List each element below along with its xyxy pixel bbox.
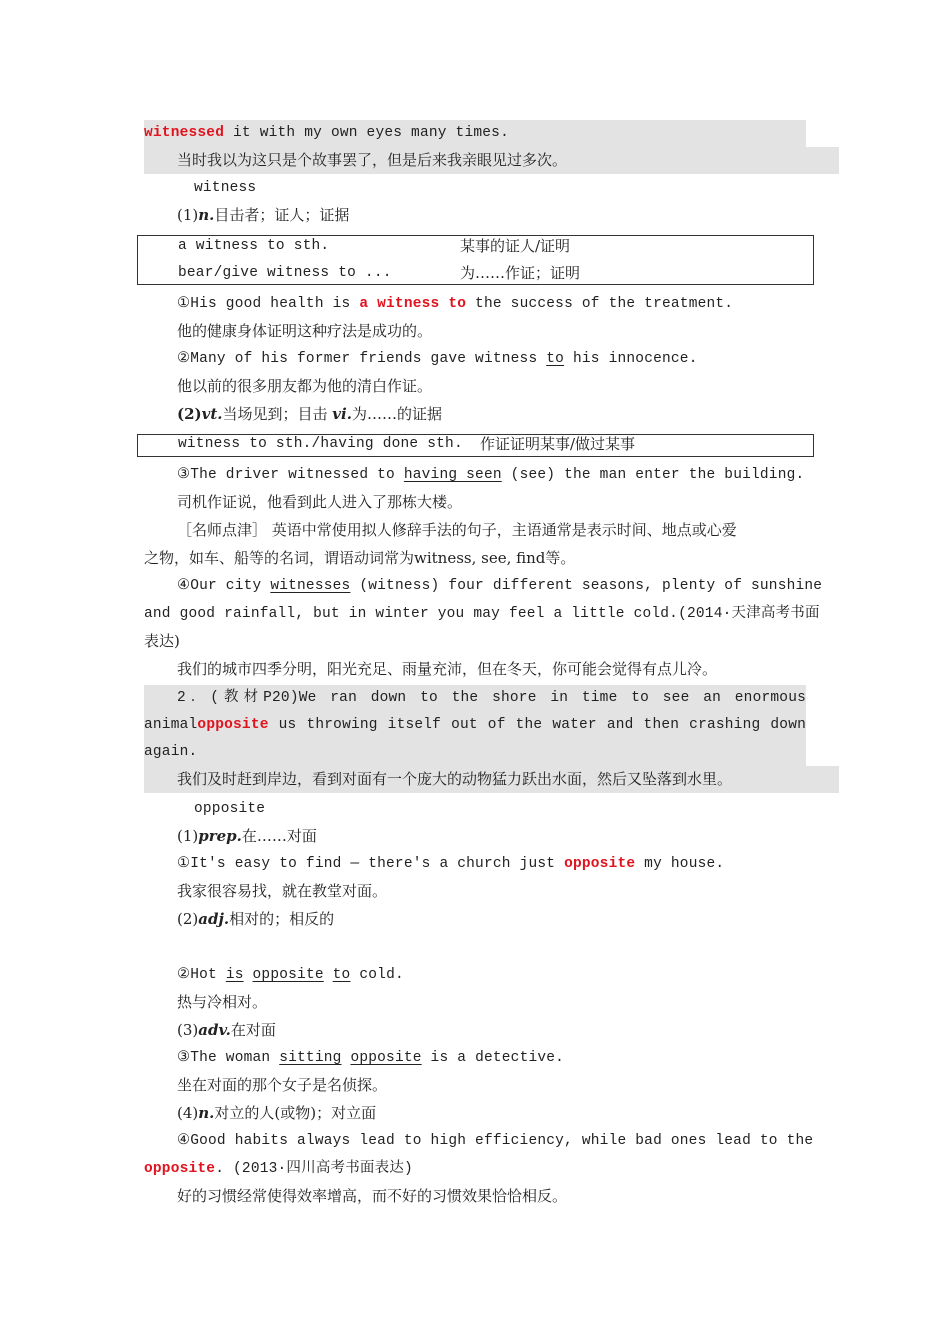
phrase-table-1 <box>137 235 814 285</box>
example-3-en: ③The driver witnessed to having seen (see) the man enter the building. <box>177 467 805 483</box>
example-1-cn: 他的健康身体证明这种疗法是成功的。 <box>177 322 433 340</box>
example-2-cn: 热与冷相对。 <box>177 993 268 1011</box>
headword-witness: witness <box>194 180 257 196</box>
sense-2: (2)vt.当场见到；目击 vi.为……的证据 <box>177 405 442 423</box>
phrase-table-2 <box>137 434 814 457</box>
example-1-en: ①It's easy to find — there's a church just opposite my house. <box>177 856 725 872</box>
example-4-cn: 好的习惯经常使得效率增高，而不好的习惯效果恰恰相反。 <box>177 1187 568 1205</box>
text-sentence-2-line-2: animalopposite us throwing itself out of the water and then crashing down <box>144 712 806 739</box>
headword-opposite: opposite <box>194 801 266 817</box>
keyword-highlight: witnessed <box>144 125 225 141</box>
example-3-cn: 坐在对面的那个女子是名侦探。 <box>177 1076 388 1094</box>
sense-1: (1)prep.在……对面 <box>177 827 317 845</box>
example-4-en-line-2: and good rainfall, but in winter you may feel a little cold.(2014·天津高考书面 <box>144 606 820 622</box>
example-sentence-en: witnessed it with my own eyes many times. <box>144 120 806 147</box>
sense-1: (1)n.目击者；证人；证据 <box>177 206 350 224</box>
example-4-en-line-1: ④Our city witnesses (witness) four different seasons, plenty of sunshine <box>177 578 823 594</box>
example-3-cn: 司机作证说，他看到此人进入了那栋大楼。 <box>177 493 463 511</box>
phrase-en: bear/give witness to ... <box>178 265 392 281</box>
text-sentence-2-cn: 我们及时赶到岸边，看到对面有一个庞大的动物猛力跃出水面，然后又坠落到水里。 <box>144 766 839 793</box>
phrase-en: witness to sth./having done sth. <box>178 436 463 452</box>
example-sentence-cn: 当时我以为这只是个故事罢了，但是后来我亲眼见过多次。 <box>144 147 839 174</box>
example-4-en-line-3: 表达) <box>144 632 180 650</box>
teacher-tip-line-1: ［名师点津］ 英语中常使用拟人修辞手法的句子，主语通常是表示时间、地点或心爱 <box>177 521 737 539</box>
example-1-cn: 我家很容易找，就在教堂对面。 <box>177 882 388 900</box>
example-4-cn: 我们的城市四季分明，阳光充足、雨量充沛，但在冬天，你可能会觉得有点儿冷。 <box>177 660 718 678</box>
example-2-en: ②Hot is opposite to cold. <box>177 967 404 983</box>
phrase-cn: 某事的证人/证明 <box>460 237 571 255</box>
example-4-en-line-2: opposite. (2013·四川高考书面表达) <box>144 1161 413 1177</box>
phrase-en: a witness to sth. <box>178 238 330 254</box>
text-sentence-2-line-1: 2．(教材P20)We ran down to the shore in time to see an enormous <box>144 685 806 712</box>
phrase-cn: 作证证明某事/做过某事 <box>480 435 636 453</box>
teacher-tip-line-2: 之物，如车、船等的名词，谓语动词常为witness, see, find等。 <box>144 549 576 567</box>
sense-3: (3)adv.在对面 <box>177 1021 276 1039</box>
phrase-cn: 为……作证；证明 <box>460 264 581 282</box>
example-2-en: ②Many of his former friends gave witness to his innocence. <box>177 351 698 367</box>
text-sentence-2-line-3: again. <box>144 739 806 766</box>
sense-4: (4)n.对立的人(或物)；对立面 <box>177 1104 377 1122</box>
example-4-en-line-1: ④Good habits always lead to high efficiency, while bad ones lead to the <box>177 1133 814 1149</box>
example-1-en: ①His good health is a witness to the success of the treatment. <box>177 296 734 312</box>
example-3-en: ③The woman sitting opposite is a detective. <box>177 1050 565 1066</box>
example-2-cn: 他以前的很多朋友都为他的清白作证。 <box>177 377 433 395</box>
sense-2: (2)adj.相对的；相反的 <box>177 910 335 928</box>
